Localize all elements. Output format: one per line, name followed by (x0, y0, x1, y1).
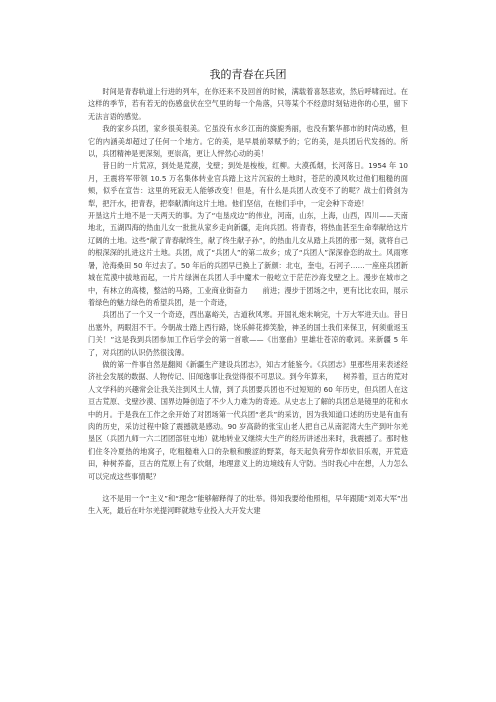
paragraph: 做的第一件事自然是翻阅《新疆生产建设兵团志》，知古才能鉴今。《兵团志》里那些用来表述经济社会发展的数据、人物传记、旧闻逸事让我觉得很不可思议。到今年算来， 树养着，亘古的荒对人文学科的兴趣常会让我关注到风土人情，到了兵团要兵团也不过短短的 60 年历史，但兵团人在这亘古荒原、戈壁沙漠、国界边陲创造了不少人力难为的奇迹。从史志上了解的兵团总是镜里的花和水中的月。于是我在工作之余开始了对团场第一代兵团“老兵”的采访，因为我知道口述的历史是有血有肉的历史，采访过程中除了震撼就是感动。90 岁高龄的张宝山老人把自己从南泥湾大生产到叶尔羌垦区（兵团九师一六二团团部驻屯地）就地转业又继续大生产的经历讲述出来时，我震撼了。那时他们住冬冷夏热的地窝子，吃粗糙难入口的杂粮和酸涩的野菜，每天起负荷劳作却依旧乐观，开荒造田，种树养畜，亘古的荒原上有了炊烟，地理意义上的边境线有人守防。当时我心中在想，人力怎么可以完成这些事情呢？ (88, 359, 408, 481)
paragraph: 开垦这片土地不是一天两天的事。为了“屯垦戍边”的伟业，河南，山东，上海，山西，四川——天南地北，五湖四海的热血儿女一批批从家乡走向新疆，走向兵团。将青春，将热血甚至生命奉献给这片辽阔的土地。这些“献了青春献终生，献了终生献子孙”，的热血儿女从踏上兵团的那一刻，就将自己的根深深的扎进这片土地。兵团，成了“兵团人”的第二故乡；成了“兵团人”深深眷恋的故土。风雨寒暑，沧海桑田 50 年过去了。50 年后的兵团早已换上了新颜：北屯，奎屯，石河子……一座座兵团新城在荒漠中拔地而起，一片片绿洲在兵团人手中魔术一般屹立于茫茫沙海戈壁之上。漫步在城市之中，有林立的高楼，整洁的马路，工业商业街奋力 前进；漫步于团场之中，更有比比农田，展示着绿色的魅力绿色的希望兵团，是一个奇迹， (88, 211, 408, 307)
paragraph: 兵团出了一个又一个奇迹，西出嘉峪关，古道秋风寒。开国礼炮未响完，十万大军进天山。昔日出塞外，两眼泪不干。今朝战士踏上西行路，饶乐鲜花捧笑脸，神圣的国土我们来保卫，何须重返玉门关！”这是我到兵团参加工作后学会的第一首歌——《出塞曲》里雄壮苍凉的歌词。来新疆 5 年了，对兵团的认识仍然很浅薄。 (88, 310, 408, 357)
document-body (88, 86, 408, 518)
paragraph: 我的家乡兵团，家乡很美很美。它虽没有水乡江南的旖旎秀丽，也没有繁华都市的时尚动感，但它的内涵美却超过了任何一个地方。它的美，是早晨前翠赋予的；它的美，是兵团后代发扬的。所以，兵团精神是更深刻，更崇高，更让人怦然心动的美！ (88, 124, 408, 159)
paragraph: 时间是青春轨道上行进的列车，在你还来不及回首的时候，满载着喜怒悲欢，然后呼啸而过。在这样的季节，若有若无的伤感盘伏在空气里的每一个角落，只等某个不经意时刻钻进你的心里，留下无法言语的感觉。 (88, 87, 408, 121)
paragraph: 这不是用一个“主义”和“理念”能够解释得了的壮举。得知我要给他照相，早年跟随“刘邓大军”出生入死，最后在叶尔羌提河畔就地专业投入大开发大建 (88, 494, 408, 516)
document-title: 我的青春在兵团 (209, 68, 287, 81)
paragraph: 昔日的一片荒凉，到处是荒漠，戈壁；到处是梭梭，红柳。大漠孤烟，长河落日。1954 年 10 月，王震将军带领 10.5 万名集体转业官兵踏上这片沉寂的土地时，苍茫的漠风吹过他们粗糙的面颊，似乎在宣告：这里的死寂无人能够改变！但是，有什么是兵团人改变不了的呢？战士们倚剑为犁，把汗水，把青春，把奉献洒向这片土地。他们坚信，在他们手中，一定会种下奇迹！ (88, 161, 408, 208)
